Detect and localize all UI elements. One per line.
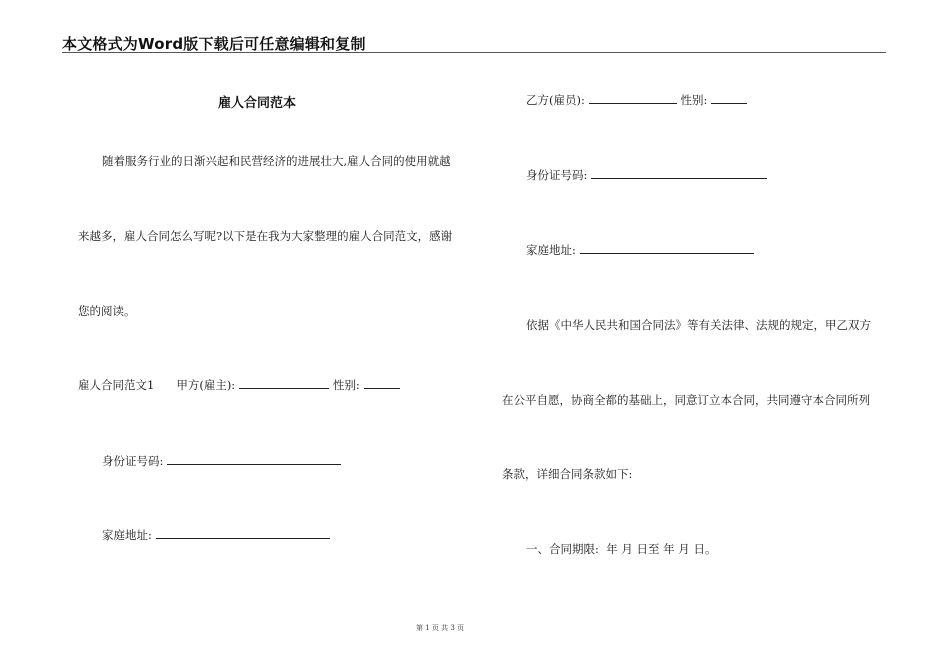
party-a-row: [78, 378, 400, 392]
intro-paragraph-line-3: 您的阅读。: [78, 304, 136, 318]
party-a-id-label: 身份证号码:: [102, 454, 164, 468]
intro-paragraph-line-2: 来越多，雇人合同怎么写呢?以下是在我为大家整理的雇人合同范文，感谢: [78, 229, 453, 243]
party-a-id-row: [102, 454, 341, 468]
basis-paragraph-line-3: 条款，详细合同条款如下:: [502, 467, 633, 481]
sample-label: 雇人合同范文1: [78, 378, 155, 392]
party-b-row: [526, 93, 747, 107]
party-b-address-label: 家庭地址:: [526, 243, 576, 257]
clause-1: 一、合同期限: 年 月 日至 年 月 日。: [526, 542, 717, 556]
party-b-id-row: [526, 168, 767, 182]
party-a-gender-blank: [364, 378, 400, 389]
party-a-address-blank: [156, 528, 330, 539]
party-a-gender-label: 性别:: [332, 378, 360, 392]
party-b-address-blank: [580, 243, 754, 254]
party-b-name-blank: [589, 93, 677, 104]
party-a-address-row: [102, 528, 330, 542]
party-a-address-label: 家庭地址:: [102, 528, 152, 542]
party-b-gender-label: 性别:: [680, 93, 708, 107]
party-a-label: 甲方(雇主):: [176, 378, 236, 392]
party-a-name-blank: [239, 378, 329, 389]
page-header: 本文格式为Word版下载后可任意编辑和复制: [62, 35, 366, 53]
party-b-label: 乙方(雇员):: [526, 93, 585, 107]
basis-paragraph-line-1: 依据《中华人民共和国合同法》等有关法律、法规的规定，甲乙双方: [526, 318, 871, 332]
basis-paragraph-line-2: 在公平自愿，协商全都的基础上，同意订立本合同，共同遵守本合同所列: [502, 393, 870, 407]
page-number: 第 1 页 共 3 页: [415, 624, 465, 632]
party-b-id-label: 身份证号码:: [526, 168, 588, 182]
header-rule: [62, 52, 886, 53]
party-b-gender-blank: [711, 93, 747, 104]
party-b-id-blank: [591, 168, 767, 179]
intro-paragraph-line-1: 随着服务行业的日渐兴起和民营经济的进展壮大,雇人合同的使用就越: [102, 154, 451, 168]
party-b-address-row: [526, 243, 754, 257]
document-title: 雇人合同范本: [218, 96, 297, 111]
party-a-id-blank: [167, 454, 341, 465]
